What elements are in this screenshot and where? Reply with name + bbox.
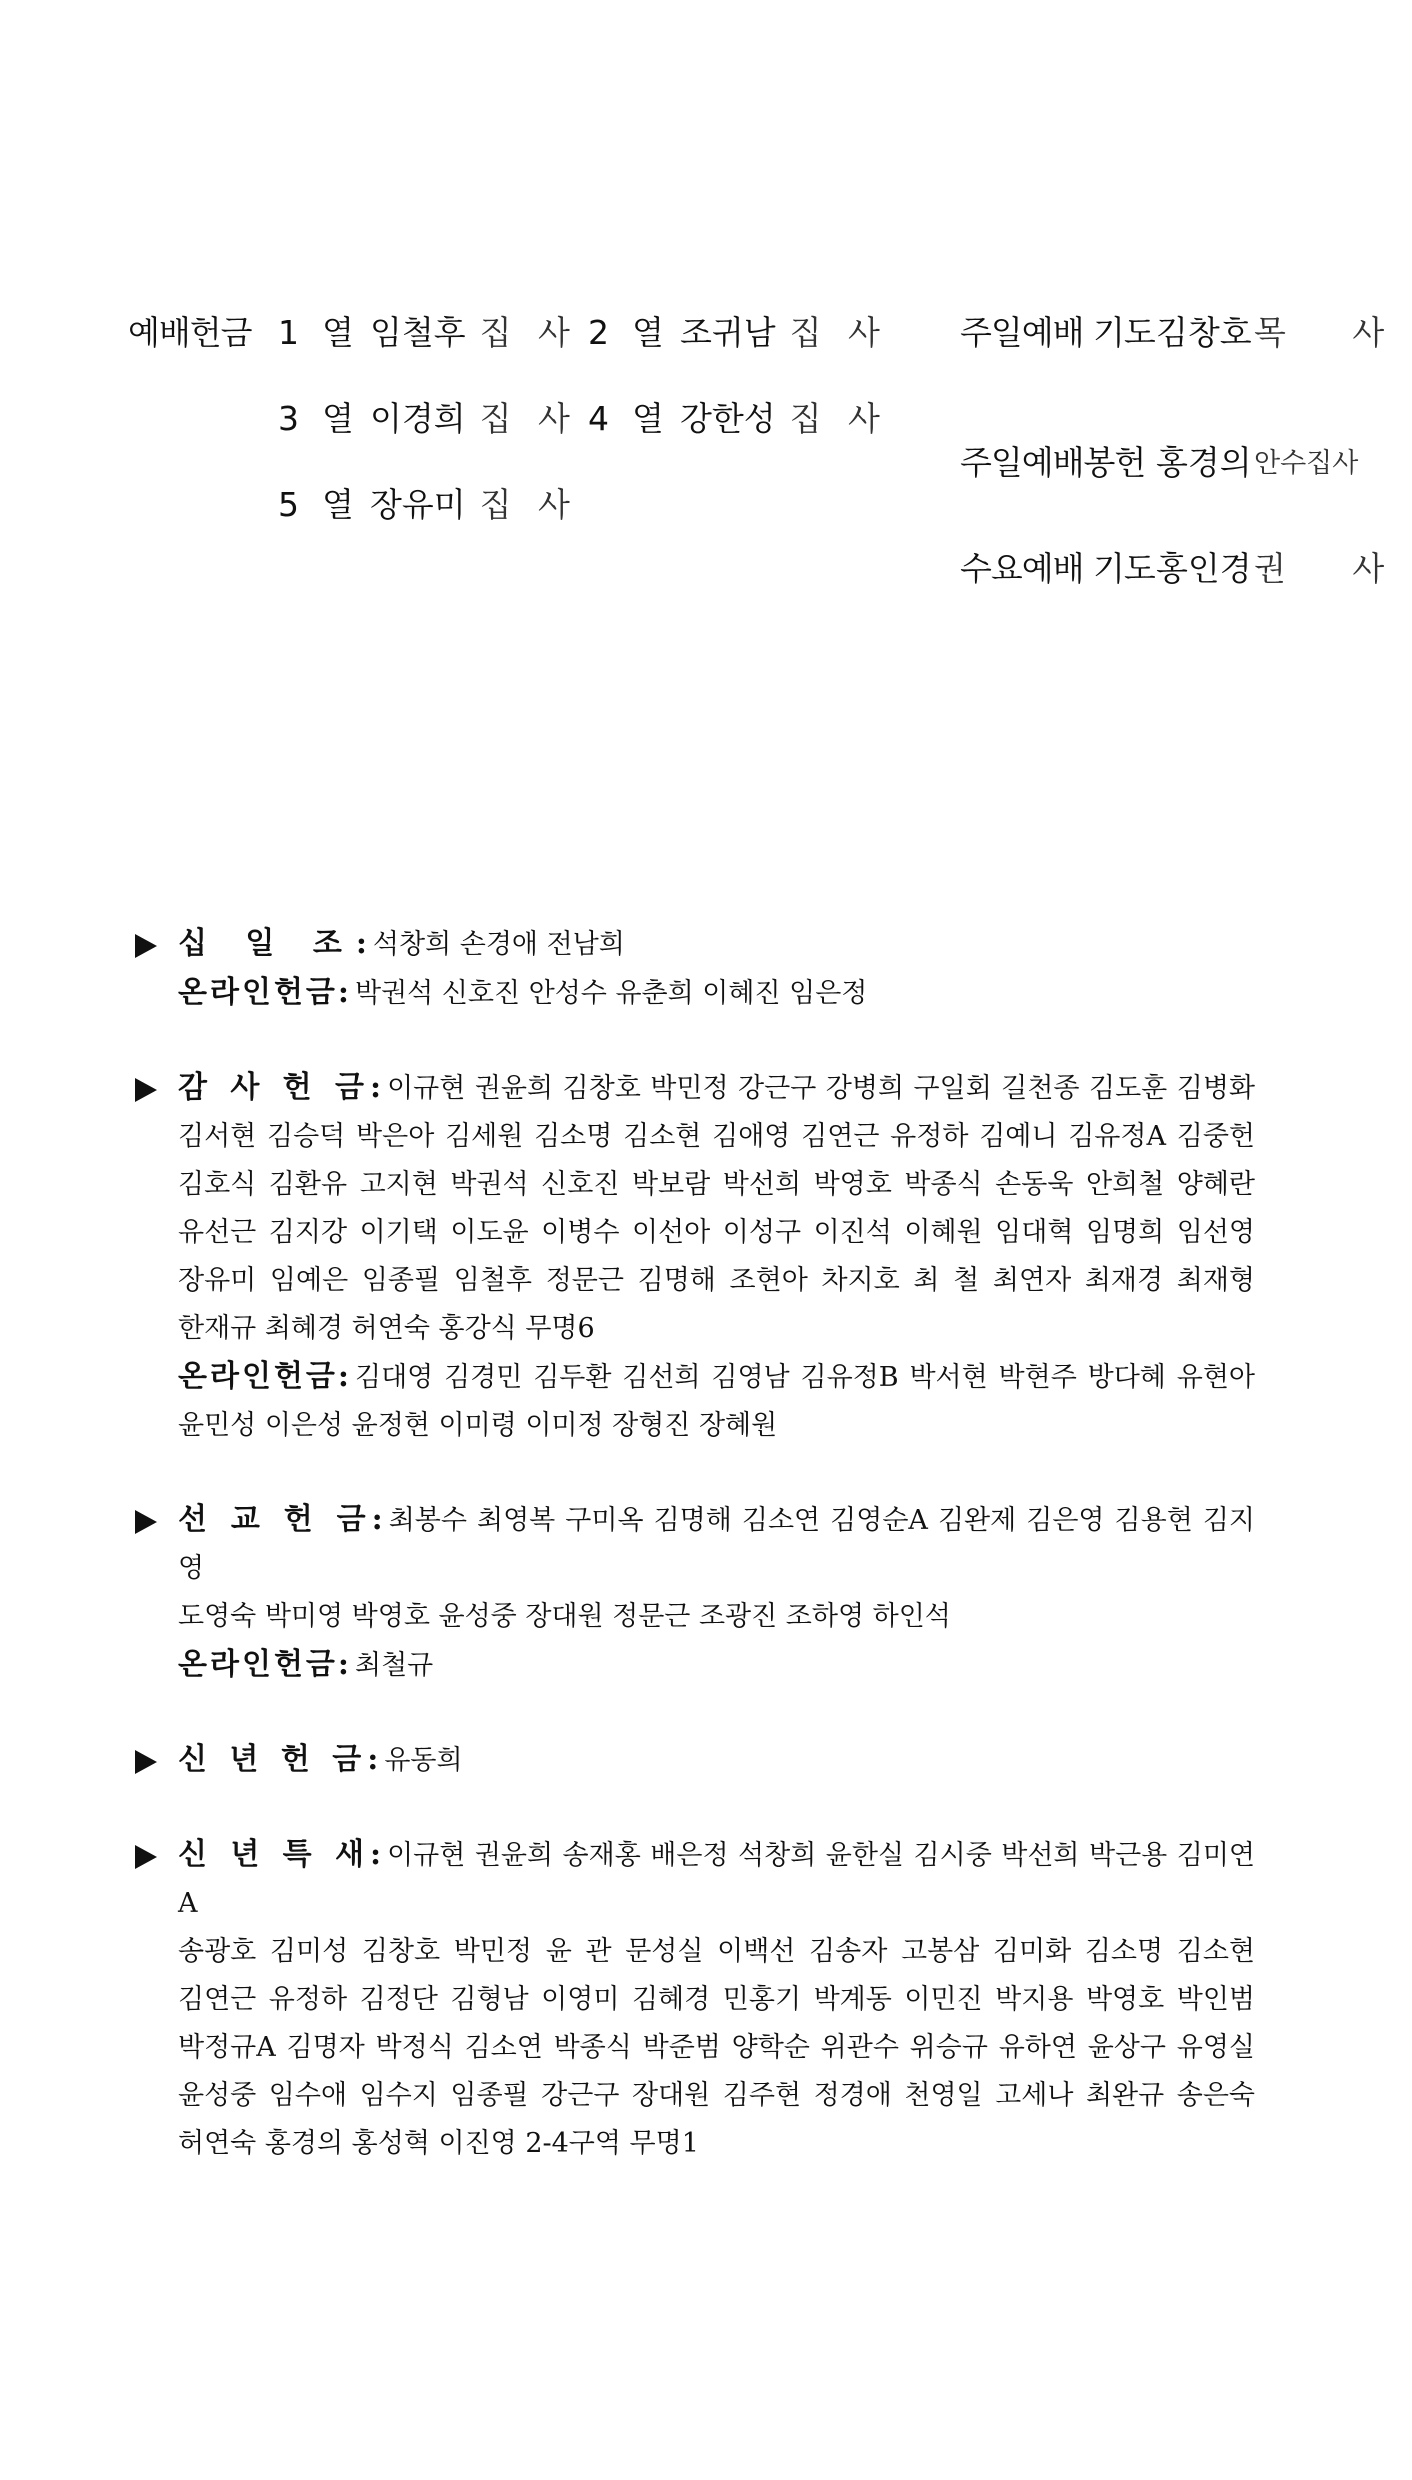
row-word: 열	[322, 399, 354, 438]
online-line	[178, 969, 1255, 1018]
donor-line: 허연숙 홍경의 홍성혁 이진영 2-4구역 무명1	[178, 2128, 699, 2159]
colon: :	[337, 975, 349, 1010]
row-number: 2	[588, 313, 609, 352]
colon: :	[337, 1647, 349, 1682]
collector-name: 강한성	[680, 399, 776, 438]
donor-line: 김연근 유정하 김정단 김형남 이영미 김혜경 민홍기 박계동 이민진 박지용 박영호 박인범	[178, 1984, 1255, 2015]
donor-names: 유동희	[384, 1745, 463, 1776]
row-number: 3	[278, 399, 299, 438]
section-category: 신 년 헌 금	[178, 1742, 368, 1777]
collector-title: 집 사	[789, 399, 888, 438]
prayer-title: 안수집사	[1254, 448, 1359, 479]
donor-names: 이규현 권윤희 송재홍 배은정 석창희 윤한실 김시중 박선희 박근용 김미연A	[178, 1840, 1255, 1919]
row-word: 열	[632, 399, 664, 438]
online-line	[178, 1353, 1255, 1402]
prayer-name: 홍인경	[1156, 549, 1252, 588]
section-tithe	[135, 920, 1255, 1018]
collector-name: 이경희	[370, 399, 466, 438]
offering-slot	[278, 485, 578, 524]
section-category: 십 일 조	[178, 926, 356, 961]
colon: :	[367, 1742, 379, 1777]
donor-line: 유선근 김지강 이기택 이도윤 이병수 이선아 이성구 이진석 이혜원 임대혁 임명희 임선영	[178, 1217, 1255, 1248]
prayer-name: 김창호	[1156, 313, 1252, 352]
donor-line: 박정규A 김명자 박정식 김소연 박종식 박준범 양학순 위관수 위승규 유하연 윤상구 유영실	[178, 2032, 1255, 2063]
section-new-year-dawn-prayer	[135, 1831, 1255, 2168]
colon: :	[370, 1837, 382, 1872]
collector-title: 집 사	[789, 313, 888, 352]
prayer-name: 홍경의	[1156, 443, 1252, 482]
row-number: 4	[588, 399, 609, 438]
collector-name: 조귀남	[680, 313, 776, 352]
colon: :	[371, 1502, 383, 1537]
section-thanksgiving	[135, 1064, 1255, 1450]
online-label: 온라인헌금	[178, 1647, 338, 1682]
donor-names: 김대영 김경민 김두환 김선희 김영남 김유정B 박서현 박현주 방다혜 유현아	[354, 1362, 1255, 1393]
row-word: 열	[322, 485, 354, 524]
donor-names: 최철규	[354, 1650, 434, 1681]
donor-line: 윤성중 임수애 임수지 임종필 강근구 장대원 김주현 정경애 천영일 고세나 최완규 송은숙	[178, 2080, 1255, 2111]
donor-line: 김서현 김승덕 박은아 김세원 김소명 김소현 김애영 김연근 유정하 김예니 김유정A 김중헌	[178, 1121, 1255, 1152]
triangle-bullet-icon	[135, 1510, 157, 1534]
donor-names: 박권석 신호진 안성수 유춘희 이혜진 임은정	[354, 978, 868, 1009]
offering-slot	[588, 399, 888, 438]
offering-slot	[278, 399, 578, 438]
offering-label: 예배헌금	[128, 313, 252, 352]
section-line	[178, 920, 1255, 969]
section-line	[178, 1736, 1255, 1785]
donor-line: 장유미 임예은 임종필 임철후 정문근 김명해 조현아 차지호 최 철 최연자 최재경 최재형	[178, 1265, 1255, 1296]
section-line	[178, 1064, 1255, 1113]
donor-names: 최봉수 최영복 구미옥 김명해 김소연 김영순A 김완제 김은영 김용현 김지영	[178, 1505, 1255, 1584]
row-number: 5	[278, 485, 299, 524]
triangle-bullet-icon	[135, 1078, 157, 1102]
section-category: 신 년 특 새	[178, 1837, 370, 1872]
donor-line: 송광호 김미성 김창호 박민정 윤 관 문성실 이백선 김송자 고봉삼 김미화 김소명 김소현	[178, 1936, 1255, 1967]
colon: :	[337, 1359, 349, 1394]
offering-slot	[588, 313, 888, 352]
collector-name: 장유미	[370, 485, 466, 524]
prayer-role: 주일예배봉헌	[960, 443, 1146, 482]
colon: :	[370, 1070, 382, 1105]
collector-title: 집 사	[479, 485, 578, 524]
section-line	[178, 1496, 1255, 1593]
donor-line: 도영숙 박미영 박영호 윤성중 장대원 정문근 조광진 조하영 하인석	[178, 1601, 951, 1632]
section-category: 선 교 헌 금	[178, 1502, 372, 1537]
donor-names: 석창희 손경애 전남희	[372, 929, 625, 960]
online-label: 온라인헌금	[178, 975, 338, 1010]
row-word: 열	[632, 313, 664, 352]
row-number: 1	[278, 313, 299, 352]
collector-title: 집 사	[479, 399, 578, 438]
triangle-bullet-icon	[135, 934, 157, 958]
triangle-bullet-icon	[135, 1750, 157, 1774]
prayer-title: 목 사	[1254, 313, 1412, 352]
section-category: 감 사 헌 금	[178, 1070, 370, 1105]
prayer-role: 수요예배 기도	[960, 549, 1155, 588]
section-line	[178, 1831, 1255, 1928]
online-label: 온라인헌금	[178, 1359, 338, 1394]
donor-line: 김호식 김환유 고지현 박권석 신호진 박보람 박선희 박영호 박종식 손동욱 안희철 양혜란	[178, 1169, 1255, 1200]
donor-line: 윤민성 이은성 윤정현 이미령 이미정 장형진 장혜원	[178, 1410, 778, 1441]
collector-title: 집 사	[479, 313, 578, 352]
section-mission	[135, 1496, 1255, 1690]
triangle-bullet-icon	[135, 1845, 157, 1869]
donor-sections	[135, 920, 1255, 2214]
section-new-year-offering	[135, 1736, 1255, 1785]
online-line	[178, 1641, 1255, 1690]
row-word: 열	[322, 313, 354, 352]
donor-names: 이규현 권윤희 김창호 박민정 강근구 강병희 구일회 길천종 김도훈 김병화	[387, 1073, 1255, 1104]
donor-line: 한재규 최혜경 허연숙 홍강식 무명6	[178, 1313, 595, 1344]
offering-slot	[278, 313, 578, 352]
collector-name: 임철후	[370, 313, 466, 352]
prayer-title: 권 사	[1254, 549, 1412, 588]
colon: :	[355, 926, 367, 961]
prayer-role: 주일예배 기도	[960, 313, 1155, 352]
